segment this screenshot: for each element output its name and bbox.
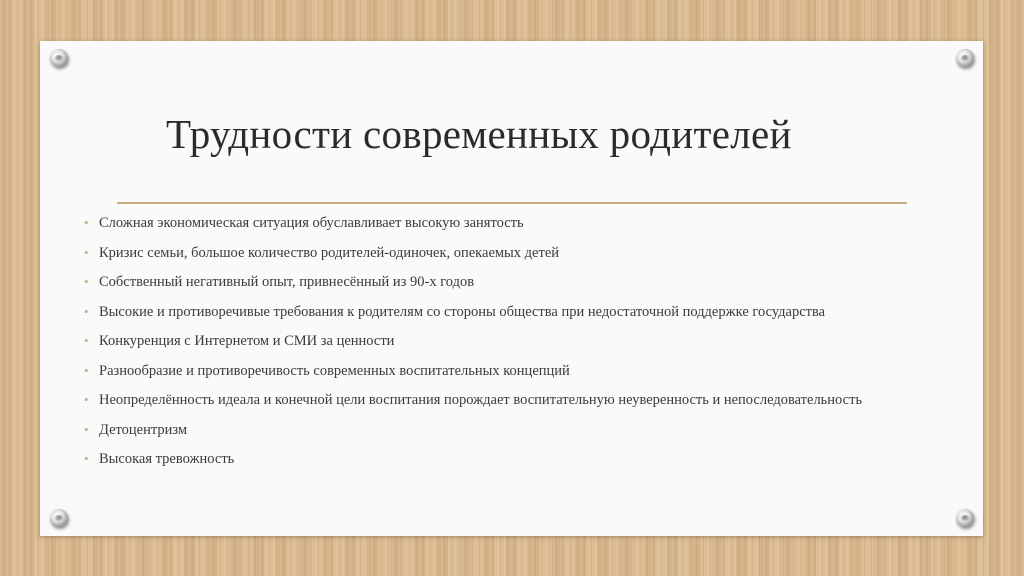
bullet-item — [84, 360, 884, 382]
bullet-text: Разнообразие и противоречивость современных воспитательных концепций — [99, 362, 570, 379]
bullet-item — [84, 448, 884, 470]
bullet-icon: • — [84, 421, 89, 437]
bullet-item — [84, 419, 884, 441]
pushpin-icon — [956, 509, 974, 527]
bullet-item — [84, 271, 884, 293]
bullet-text: Кризис семьи, большое количество родителей-одиночек, опекаемых детей — [99, 244, 560, 261]
bullet-icon: • — [84, 451, 89, 466]
bullet-text: Высокие и противоречивые требования к родителям со стороны общества при недостаточной поддержке государства — [99, 303, 826, 320]
bullet-list — [84, 212, 884, 478]
bullet-item — [84, 301, 884, 323]
bullet-item — [84, 242, 884, 264]
pushpin-icon — [50, 49, 68, 67]
bullet-item — [84, 330, 884, 352]
bullet-item — [84, 389, 884, 411]
bullet-icon: • — [84, 392, 89, 407]
bullet-text: Конкуренция с Интернетом и СМИ за ценности — [99, 333, 395, 349]
bullet-text: Детоцентризм — [99, 421, 188, 438]
bullet-icon: • — [84, 274, 89, 289]
pushpin-icon — [50, 509, 68, 527]
bullet-text: Сложная экономическая ситуация обуславливает высокую занятость — [99, 215, 524, 231]
title-divider — [117, 202, 907, 204]
bullet-icon: • — [84, 333, 89, 348]
bullet-icon: • — [84, 215, 89, 230]
bullet-icon: • — [84, 303, 89, 319]
bullet-item — [84, 212, 884, 234]
bullet-text: Собственный негативный опыт, привнесённый из 90-х годов — [99, 274, 475, 290]
bullet-icon: • — [84, 362, 89, 378]
slide-title: Трудности современных родителей — [166, 111, 792, 157]
bullet-text: Неопределённость идеала и конечной цели воспитания порождает воспитательную неуверенность и непоследовательность — [99, 392, 863, 408]
bullet-text: Высокая тревожность — [99, 451, 235, 467]
pushpin-icon — [956, 49, 974, 67]
bullet-icon: • — [84, 244, 89, 260]
